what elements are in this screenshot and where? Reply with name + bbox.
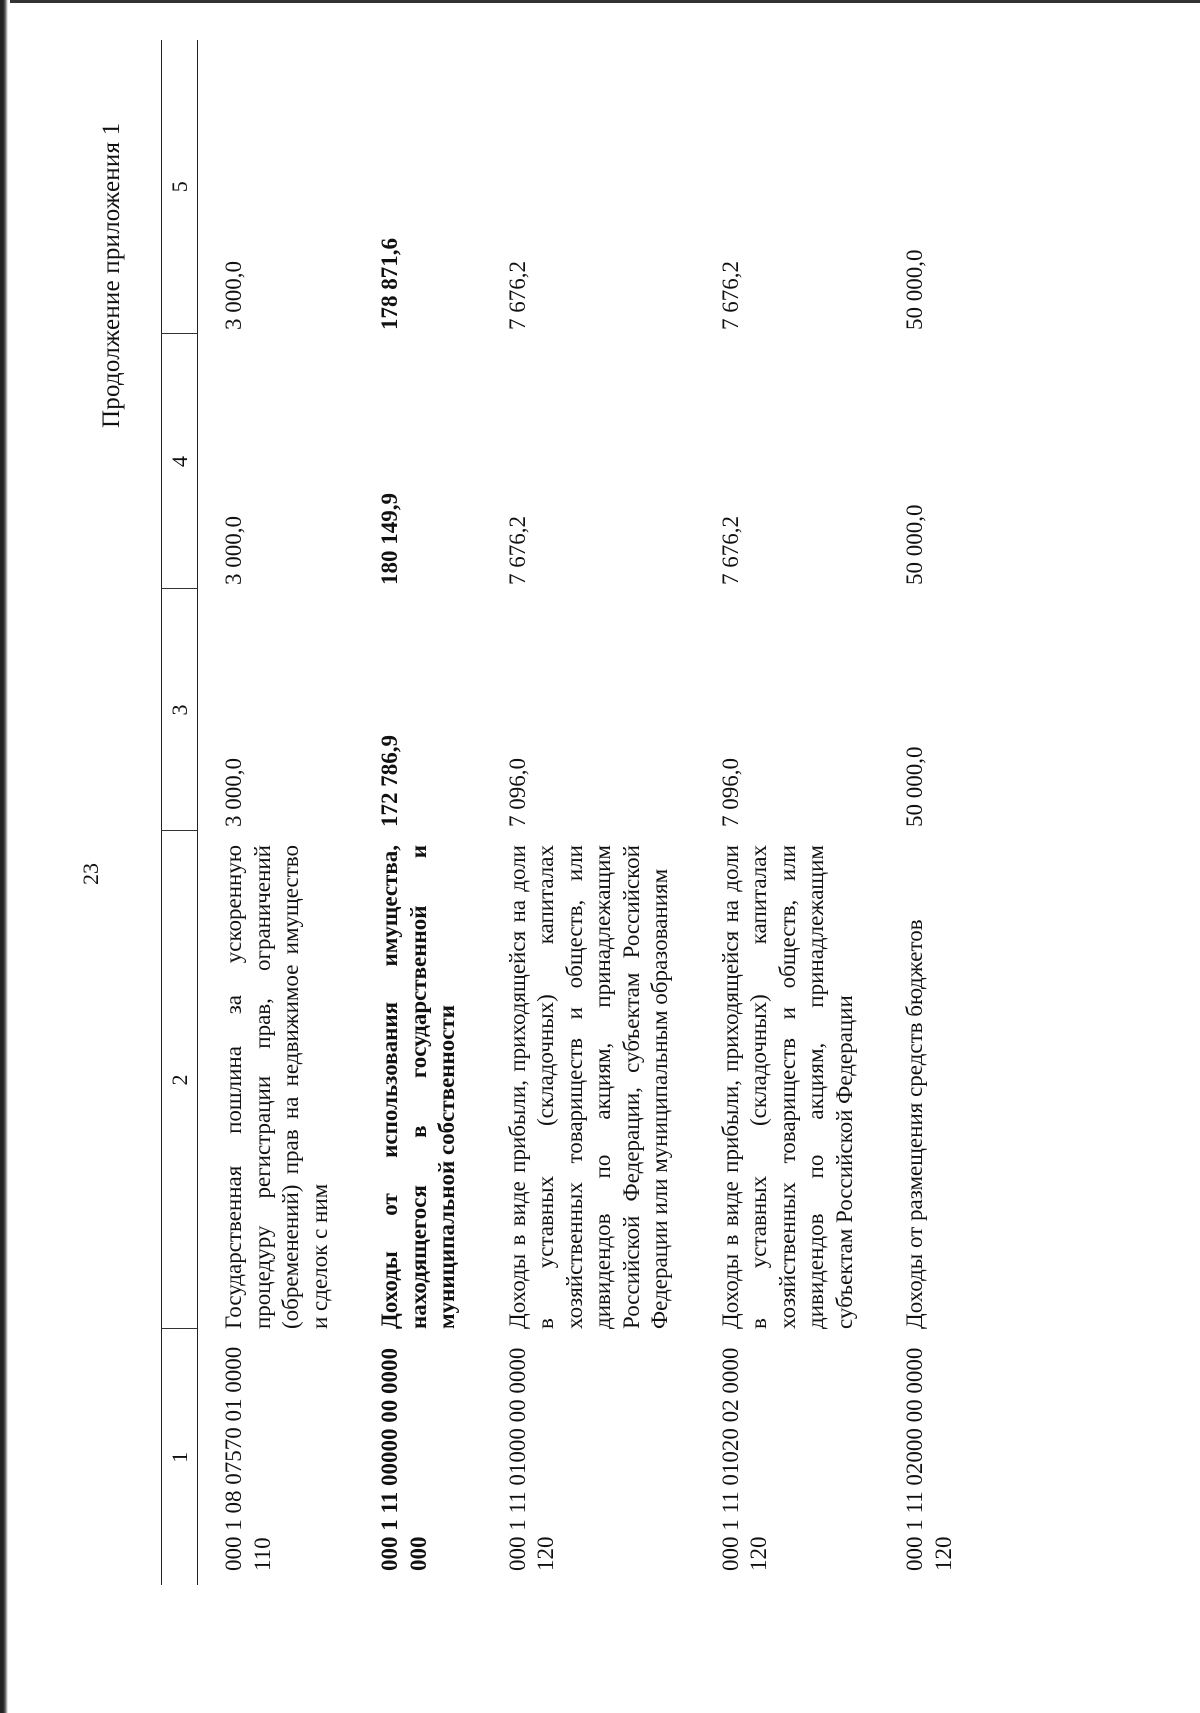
header-col-2: 2 [162, 831, 198, 1329]
value-col-4: 7 676,2 [504, 516, 530, 585]
value-col-5: 178 871,6 [377, 238, 402, 330]
revenue-name: Доходы в виде прибыли, приходящейся на доли в уставных (складочных) капиталах хозяйственных товариществ и обществ, или дивидендов по акциям, принадлежащим Российской Федерации, субъектам Российской Федерации или муниципальным образованиям [504, 845, 672, 1329]
value-col-3: 7 096,0 [717, 758, 743, 827]
value-col-4: 180 149,9 [377, 493, 402, 585]
revenue-name: Доходы в виде прибыли, приходящейся на доли в уставных (складочных) капиталах хозяйственных товариществ и обществ, или дивидендов по акциям, принадлежащим субъектам Российской Федерации [717, 845, 857, 1329]
value-col-4: 7 676,2 [717, 516, 743, 585]
budget-code: 000 1 11 02000 00 0000 120 [902, 1347, 956, 1571]
table-header-row [162, 40, 198, 1585]
value-col-5: 7 676,2 [504, 261, 530, 330]
page-number: 23 [78, 863, 103, 885]
header-col-3: 3 [162, 589, 198, 831]
value-col-5: 7 676,2 [717, 261, 743, 330]
table-row [354, 40, 482, 1585]
revenue-name: Доходы от размещения средств бюджетов [902, 919, 927, 1329]
table-row [198, 40, 355, 1585]
revenue-name: Государственная пошлина за ускоренную процедуру регистрации прав, ограничений (обременений) прав на недвижимое имущество и сделок с ним [221, 845, 332, 1329]
budget-code: 000 1 08 07570 01 0000 110 [221, 1346, 275, 1571]
table-row [482, 40, 695, 1585]
budget-code: 000 1 11 00000 00 0000 000 [377, 1348, 431, 1571]
header-col-5: 5 [162, 40, 198, 334]
budget-code: 000 1 11 01000 00 0000 120 [504, 1347, 558, 1571]
revenue-name: Доходы от использования имущества, находящегося в государственной и муниципальной собственности [377, 845, 459, 1329]
appendix-continuation-label: Продолжение приложения 1 [98, 122, 125, 428]
budget-code: 000 1 11 01020 02 0000 120 [717, 1347, 771, 1571]
table-row [695, 40, 880, 1585]
table-row [879, 40, 978, 1585]
value-col-5: 50 000,0 [902, 249, 927, 330]
value-col-4: 3 000,0 [221, 516, 246, 585]
value-col-3: 7 096,0 [504, 758, 530, 827]
value-col-5: 3 000,0 [221, 261, 246, 330]
header-col-1: 1 [162, 1329, 198, 1585]
header-col-4: 4 [162, 334, 198, 589]
value-col-3: 172 786,9 [377, 735, 402, 827]
value-col-4: 50 000,0 [902, 504, 927, 585]
value-col-3: 50 000,0 [902, 746, 927, 827]
revenue-table [161, 40, 978, 1585]
value-col-3: 3 000,0 [221, 758, 246, 827]
